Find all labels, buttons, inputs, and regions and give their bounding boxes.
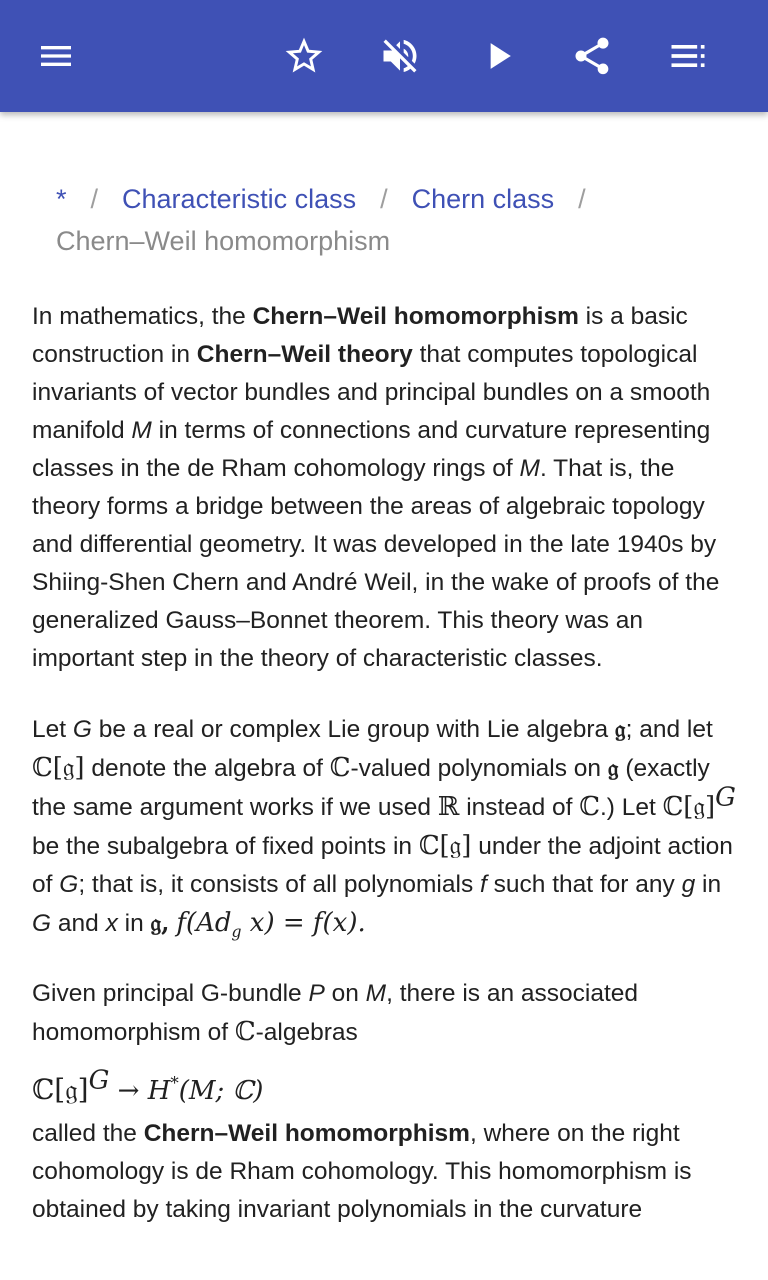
intro-paragraph: In mathematics, the Chern–Weil homomorphism is a basic construction in Chern–Weil theory that computes topological invariants of vector bundles and principal bundles on a smooth manifold M in terms of connections and curvature representing classes in the de Rham cohomology rings of M. That is, the theory forms a bridge between the areas of algebraic topology and differential geometry. It was developed in the late 1940s by Shiing-Shen Chern and André Weil, in the wake of proofs of the generalized Gauss–Bonnet theorem. This theory was an important step in the theory of characteristic classes. (32, 303, 720, 672)
breadcrumb (56, 178, 736, 262)
play-button[interactable] (466, 24, 530, 88)
breadcrumb-home-link[interactable]: * (56, 184, 67, 214)
homomorphism-paragraph: called the Chern–Weil homomorphism, where on the right cohomology is de Rham cohomology. This homomorphism is obtained by taking invariant polynomials in the curvature (32, 1120, 692, 1223)
star-outline-icon (282, 34, 326, 78)
bundle-paragraph: Given principal G-bundle P on M, there is an associated homomorphism of ℂ-algebras (32, 980, 639, 1047)
sound-toggle-button[interactable] (368, 24, 432, 88)
math-variable: M (131, 417, 152, 444)
contents-button[interactable] (656, 24, 720, 88)
math-expression: ℂ (234, 1017, 256, 1047)
math-variable: f (480, 871, 487, 898)
math-expression: ℂ (579, 792, 600, 822)
math-variable: G (32, 910, 52, 937)
math-expression: 𝔤 (614, 714, 626, 743)
bold-term: Chern–Weil homomorphism (143, 1120, 470, 1147)
menu-button[interactable] (24, 24, 88, 88)
math-expression: 𝔤 (607, 753, 619, 782)
breadcrumb-link-chern-class[interactable]: Chern class (411, 184, 555, 214)
playlist-icon (666, 34, 710, 78)
bold-term: Chern–Weil theory (196, 341, 413, 368)
play-icon (476, 34, 520, 78)
breadcrumb-separator: / (90, 184, 99, 214)
math-expression: $f(Ad_g$ x) = f(x). (176, 908, 366, 942)
math-variable: g (681, 871, 696, 898)
share-button[interactable] (560, 24, 624, 88)
math-expression: ℂ[𝔤] (32, 753, 85, 783)
bold-term: Chern–Weil homomorphism (252, 303, 579, 330)
math-variable: M (365, 980, 387, 1007)
math-expression: ℂ[𝔤]$^G$ (662, 782, 736, 822)
math-variable: M (519, 455, 540, 482)
math-expression: ℂ (329, 753, 351, 783)
volume-off-icon (378, 34, 422, 78)
breadcrumb-separator: / (578, 184, 586, 214)
math-variable: G (59, 871, 79, 898)
breadcrumb-link-characteristic-class[interactable]: Characteristic class (122, 184, 357, 214)
math-expression: 𝔤, (150, 908, 170, 937)
chern-weil-formula: ℂ[𝔤]$^G$ → H*(M; ℂ) (32, 1065, 264, 1106)
share-icon (570, 34, 614, 78)
math-variable: x (105, 910, 118, 937)
article-body (32, 298, 736, 1261)
math-expression: ℂ[𝔤] (418, 831, 472, 861)
math-variable: G (72, 716, 92, 743)
math-variable: P (308, 980, 325, 1007)
favorite-button[interactable] (272, 24, 336, 88)
breadcrumb-current: Chern–Weil homomorphism (56, 226, 391, 256)
breadcrumb-separator: / (380, 184, 388, 214)
hamburger-menu-icon (36, 36, 76, 76)
app-bar (0, 0, 768, 112)
article-view[interactable] (0, 112, 768, 1280)
math-expression: ℝ (437, 792, 460, 822)
definition-paragraph: Let G be a real or complex Lie group with Lie algebra 𝔤; and let ℂ[𝔤] denote the algebra of ℂ-valued polynomials on 𝔤 (exactly the same argument works if we used ℝ instead of ℂ.) Let ℂ[𝔤]$^G$ be the subalgebra of fixed points in ℂ[𝔤] under the adjoint action of G; that is, it consists of all polynomials f such that for any g in G and x in 𝔤, $f(Ad_g$ x) = f(x). (32, 714, 736, 942)
